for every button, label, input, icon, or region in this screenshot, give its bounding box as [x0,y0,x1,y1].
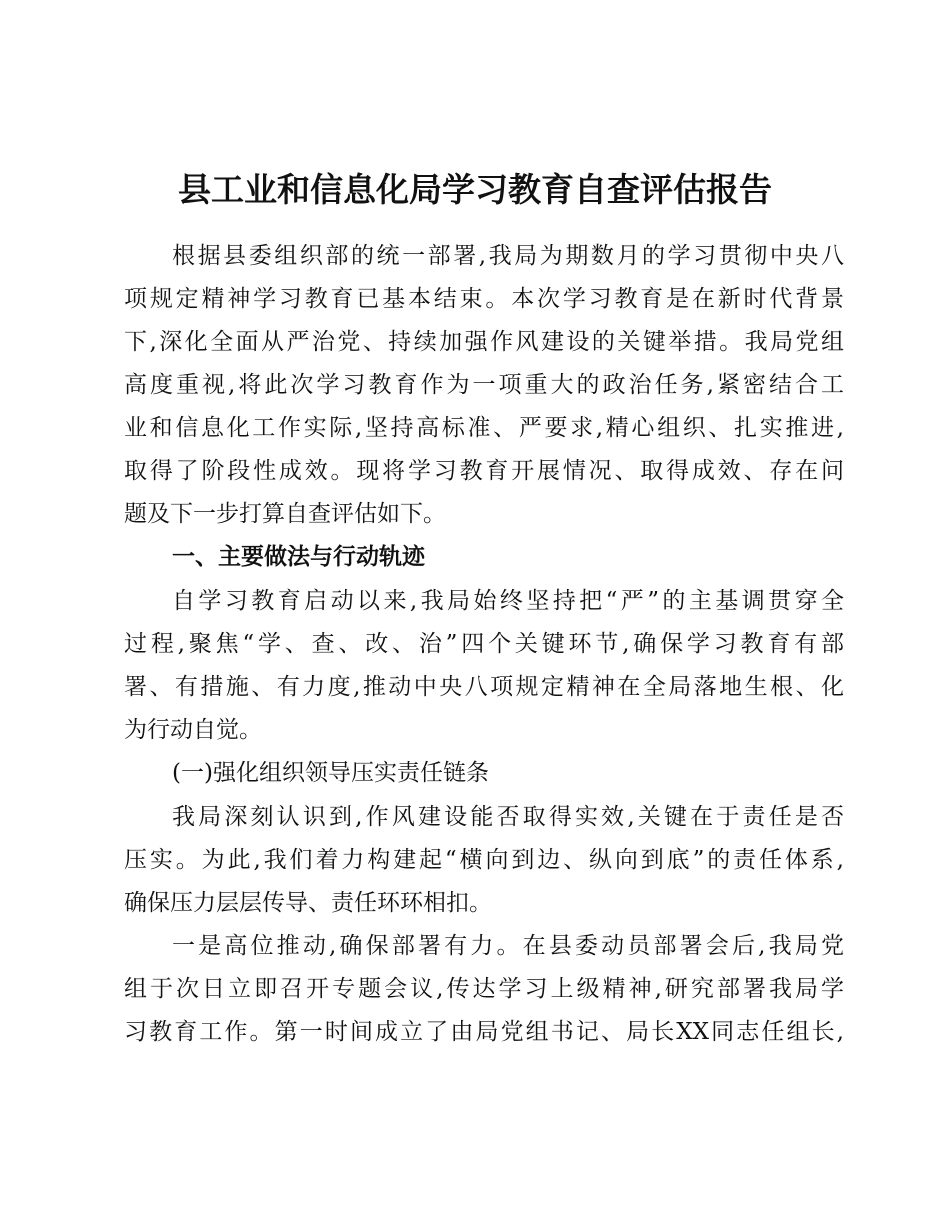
paragraph-line: 自学习教育启动以来,我局始终坚持把“严”的主基调贯穿全 [172,588,844,614]
paragraph-line: 取得了阶段性成效。现将学习教育开展情况、取得成效、存在问 [124,458,844,484]
paragraph-line: 署、有措施、有力度,推动中央八项规定精神在全局落地生根、化 [124,674,844,700]
paragraph-line: 一是高位推动,确保部署有力。在县委动员部署会后,我局党 [172,933,844,959]
paragraph-line: 题及下一步打算自查评估如下。 [124,501,446,527]
paragraph-line: 根据县委组织部的统一部署,我局为期数月的学习贯彻中央八 [172,243,844,269]
paragraph-line: 项规定精神学习教育已基本结束。本次学习教育是在新时代背景 [124,286,844,312]
paragraph-line: 高度重视,将此次学习教育作为一项重大的政治任务,紧密结合工 [124,372,844,398]
paragraph-line: 过程,聚焦“学、查、改、治”四个关键环节,确保学习教育有部 [124,631,844,657]
subsection-heading: (一)强化组织领导压实责任链条 [172,760,489,786]
paragraph-line: 习教育工作。第一时间成立了由局党组书记、局长XX同志任组长, [124,1019,844,1045]
paragraph-line: 压实。为此,我们着力构建起“横向到边、纵向到底”的责任体系, [124,847,844,873]
section-heading: 一、主要做法与行动轨迹 [172,543,425,570]
paragraph-line: 确保压力层层传导、责任环环相扣。 [124,890,492,916]
document-title: 县工业和信息化局学习教育自查评估报告 [178,170,772,209]
paragraph-line: 我局深刻认识到,作风建设能否取得实效,关键在于责任是否 [172,804,844,830]
paragraph-line: 下,深化全面从严治党、持续加强作风建设的关键举措。我局党组 [124,329,844,355]
paragraph-line: 组于次日立即召开专题会议,传达学习上级精神,研究部署我局学 [124,976,844,1002]
paragraph-line: 为行动自觉。 [124,717,262,743]
paragraph-line: 业和信息化工作实际,坚持高标准、严要求,精心组织、扎实推进, [124,415,844,441]
